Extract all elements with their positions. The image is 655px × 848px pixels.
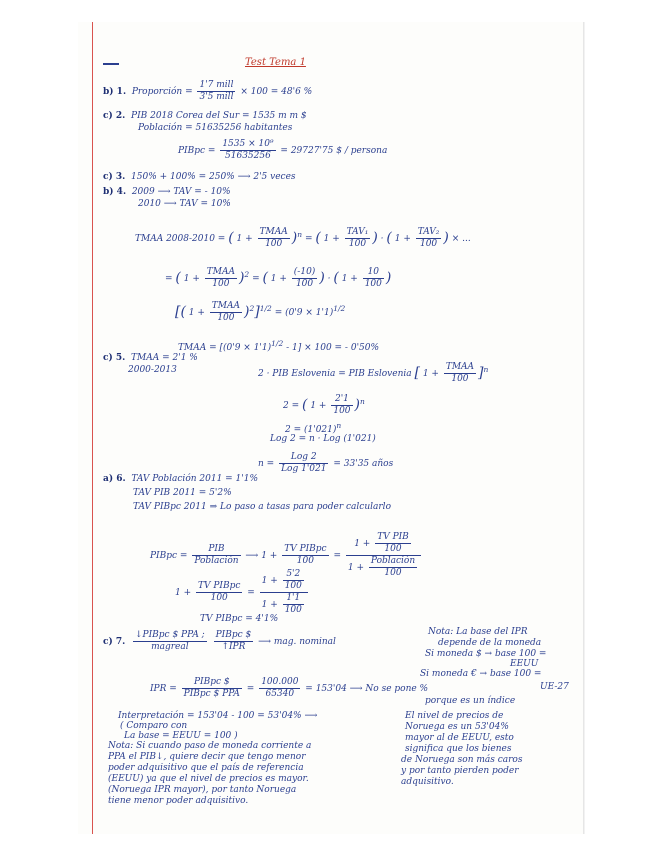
conclusion-line-1: El nivel de precios de [405, 711, 504, 721]
conclusion-line-5: de Noruega son más caros [401, 755, 523, 765]
page-title: Test Tema 1 [245, 57, 306, 68]
tmaa-equation-1: TMAA 2008-2010 = ( 1 + $\frac{\text{TMAA}}{100}$ )$^n$ = ( 1 + $\frac{\text{TAV₁}}{100}$ ) · ( 1 + $\frac{\text{TAV₂}}{100}$ ) × ... [135, 227, 471, 249]
question-2-line-1: c) 2. PIB 2018 Corea del Sur = 1535 m m $ [103, 111, 307, 121]
note-line-2: PPA el PIB↓, quiere decir que tengo menor [108, 752, 306, 762]
conclusion-line-4: significa que los bienes [405, 744, 512, 754]
conclusion-line-2: Noruega es un 53'04% [405, 722, 509, 732]
note-line-4: (EEUU) ya que el nivel de precios es mayor. [108, 774, 309, 784]
question-5-result: n = $\frac{\text{Log 2}}{\text{Log 1'021}}$ = 33'35 años [258, 452, 394, 474]
side-note-line-4: EEUU [510, 659, 539, 669]
question-2-line-2: Población = 51635256 habitantes [138, 123, 293, 133]
note-line-3: poder adquisitivo que el país de referencia [108, 763, 304, 773]
interpretation-line-3: La base = EEUU = 100 ) [124, 731, 238, 741]
question-5-line-2: 2000-2013 [128, 365, 177, 375]
question-6-line-3: TAV PIBpc 2011 ⇒ Lo paso a tasas para poder calcularlo [133, 502, 391, 512]
question-5-equation-3: $2 = (1'021)^n$ [285, 421, 342, 435]
conclusion-line-6: y por tanto pierden poder [401, 766, 519, 776]
interpretation-line-1: Interpretación = 153'04 - 100 = 53'04% ⟶ [118, 711, 318, 721]
question-5-equation-1: 2 · PIB Eslovenia = PIB Eslovenia [ 1 + $\frac{\text{TMAA}}{100}$ ]$^n$ [258, 362, 489, 384]
ipr-equation: IPR = $\frac{\text{PIBpc \$}}{\text{PIBpc \$ PPA}}$ = $\frac{100.000}{65340}$ = 153'04 ⟶ No se pone % [150, 677, 429, 699]
question-5-equation-2: 2 = ( 1 + $\frac{2'1}{100}$ )$^n$ [283, 394, 365, 416]
tmaa-equation-3: [( 1 + $\frac{\text{TMAA}}{100}$ )$^2]^{1/2} = (0'9 \times 1'1)^{1/2}$ [175, 301, 346, 323]
side-note-line-5: Si moneda € → base 100 = [420, 669, 542, 679]
side-note-line-3: Si moneda $ → base 100 = [425, 649, 547, 659]
side-note-line-6: UE-27 [540, 682, 569, 692]
note-line-5: (Noruega IPR mayor), por tanto Noruega [108, 785, 297, 795]
tmaa-result: TMAA = $[(0'9 \times 1'1)^{1/2} - 1] \times 100$ = - 0'50% [178, 339, 380, 353]
question-1: b) 1. Proporción = $\frac{\text{1'7 mill}}{\text{3'5 mill}}$ × 100 = 48'6 % [103, 80, 313, 102]
side-note-line-2: depende de la moneda [438, 638, 542, 648]
question-6-result: TV PIBpc = 4'1% [200, 614, 279, 624]
margin-line [92, 22, 93, 834]
question-4-line-2: 2010 ⟶ TAV = 10% [138, 199, 231, 209]
question-3: c) 3. 150% + 100% = 250% ⟶ 2'5 veces [103, 172, 296, 182]
question-2-pibpc: PIBpc = $\frac{\text{1535 × 10⁹}}{51635256}$ = 29727'75 $ / persona [178, 139, 388, 161]
conclusion-line-7: adquisitivo. [401, 777, 454, 787]
question-6-equation-2: 1 + $\frac{\text{TV PIBpc}}{100}$ = 1 + $\frac{5'2}{100}$ 1 + $\frac{1'1}{100}$ [175, 569, 310, 616]
note-line-6: tiene menor poder adquisitivo. [108, 796, 249, 806]
tmaa-equation-2: = ( 1 + $\frac{\text{TMAA}}{100}$ )$^2$ = ( 1 + $\frac{(-10)}{100}$ ) · ( 1 + $\frac{10}{100}$ ) [165, 267, 392, 289]
question-6-equation-1: PIBpc = $\frac{\text{PIB}}{\text{Población}}$ ⟶ 1 + $\frac{\text{TV PIBpc}}{100}$ = 1 + $\frac{\text{TV PIB}}{100}$ 1 + $\frac{\text{Población}}{100}$ [150, 532, 423, 579]
header-dash [103, 63, 119, 65]
conclusion-line-3: mayor al de EEUU, esto [405, 733, 514, 743]
side-note-line-1: Nota: La base del IPR [428, 627, 528, 637]
question-5-line-1: c) 5. TMAA = 2'1 % [103, 353, 198, 363]
ipr-result-note: porque es un índice [425, 696, 516, 706]
question-4-line-1: b) 4. 2009 ⟶ TAV = - 10% [103, 187, 231, 197]
question-7-line-1: c) 7. $\frac{\text{↓PIBpc \$ PPA ;}}{\text{magreal}}$ $\frac{\text{PIBpc \$}}{\text{↑IPR}}$ ⟶ mag. nominal [103, 630, 336, 652]
question-6-line-1: a) 6. TAV Población 2011 = 1'1% [103, 474, 259, 484]
question-6-line-2: TAV PIB 2011 = 5'2% [133, 488, 232, 498]
question-5-equation-4: Log 2 = n · Log (1'021) [270, 434, 376, 444]
note-line-1: Nota: Si cuando paso de moneda corriente a [108, 741, 312, 751]
interpretation-line-2: ( Comparo con [120, 721, 188, 731]
